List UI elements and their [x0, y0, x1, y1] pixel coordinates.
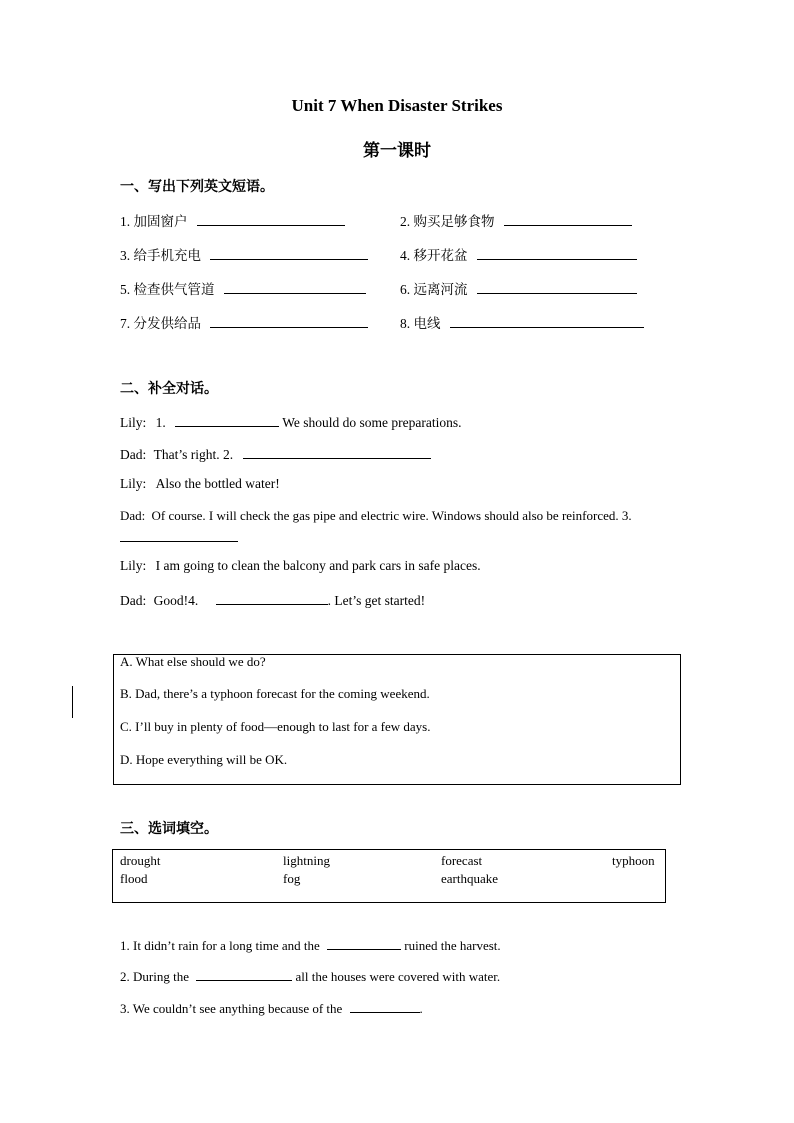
sentence-text: 1. It didn’t rain for a long time and the [120, 938, 320, 953]
speaker: Lily: [120, 558, 147, 573]
answer-blank[interactable] [224, 279, 366, 294]
page-subtitle: 第一课时 [363, 141, 431, 160]
phrase-item [120, 210, 345, 230]
answer-blank[interactable] [350, 998, 420, 1013]
answer-blank[interactable] [175, 412, 279, 427]
dialogue-text: Good!4. [153, 593, 199, 608]
sentence-text: . [419, 1001, 423, 1016]
section1-heading: 一、写出下列英文短语。 [120, 180, 274, 195]
sentence-text: 3. We couldn’t see anything because of the [120, 1001, 343, 1016]
option-item: B. Dad, there’s a typhoon forecast for the coming weekend. [120, 686, 430, 701]
item-text: 分发供给品 [133, 316, 201, 331]
item-number: 7. [120, 316, 131, 331]
answer-blank[interactable] [504, 211, 632, 226]
dialogue-text: We should do some preparations. [282, 415, 462, 430]
item-text: 购买足够食物 [413, 214, 495, 229]
item-text: 加固窗户 [133, 214, 188, 229]
item-text: 检查供气管道 [133, 282, 215, 297]
dialogue-line [120, 508, 632, 524]
phrase-item [400, 312, 644, 332]
item-number: 4. [400, 248, 411, 263]
dialogue-line [120, 558, 481, 574]
phrase-item [120, 278, 366, 298]
phrase-item [120, 312, 368, 332]
word-bank-item: fog [283, 871, 301, 886]
word-bank-item: forecast [441, 853, 483, 868]
answer-blank[interactable] [216, 590, 328, 605]
answer-blank[interactable] [327, 935, 401, 950]
dialogue-text: Also the bottled water! [155, 476, 280, 491]
item-text: 远离河流 [413, 282, 468, 297]
item-number: 8. [400, 316, 411, 331]
answer-blank[interactable] [210, 245, 368, 260]
section3-heading: 三、选词填空。 [120, 822, 218, 837]
answer-blank[interactable] [120, 541, 238, 542]
text-cursor [72, 686, 73, 718]
item-number: 6. [400, 282, 411, 297]
answer-blank[interactable] [450, 313, 644, 328]
speaker: Lily: [120, 415, 147, 430]
fill-sentence [120, 966, 500, 985]
word-bank-item: typhoon [612, 853, 655, 868]
fill-sentence [120, 935, 501, 954]
fill-sentence [120, 998, 423, 1017]
word-bank-item: drought [120, 853, 161, 868]
phrase-item [400, 210, 632, 230]
word-bank [112, 849, 666, 903]
item-number: 3. [120, 248, 131, 263]
speaker: Dad: [120, 508, 146, 523]
option-item: C. I’ll buy in plenty of food—enough to last for a few days. [120, 719, 431, 734]
sentence-text: ruined the harvest. [404, 938, 501, 953]
speaker: Lily: [120, 476, 147, 491]
item-number: 1. [120, 214, 131, 229]
dialogue-text: Of course. I will check the gas pipe and electric wire. Windows should also be reinforced. 3. [151, 508, 632, 523]
answer-blank[interactable] [196, 966, 292, 981]
word-bank-item: flood [120, 871, 148, 886]
sentence-text: all the houses were covered with water. [295, 969, 501, 984]
page-title: Unit 7 When Disaster Strikes [291, 96, 503, 115]
word-bank-item: earthquake [441, 871, 499, 886]
item-text: 给手机充电 [133, 248, 201, 263]
option-item: D. Hope everything will be OK. [120, 752, 288, 767]
option-item: A. What else should we do? [120, 654, 266, 669]
answer-blank[interactable] [477, 245, 637, 260]
phrase-item [400, 244, 637, 264]
sentence-text: 2. During the [120, 969, 189, 984]
phrase-item [120, 244, 368, 264]
dialogue-text: . Let’s get started! [327, 593, 426, 608]
item-text: 移开花盆 [413, 248, 468, 263]
speaker: Dad: [120, 593, 147, 608]
word-bank-item: lightning [283, 853, 330, 868]
answer-blank[interactable] [243, 444, 431, 459]
phrase-item [400, 278, 637, 298]
dialogue-text: I am going to clean the balcony and park cars in safe places. [155, 558, 481, 573]
section2-heading: 二、补全对话。 [120, 382, 218, 397]
item-number: 5. [120, 282, 131, 297]
item-number: 2. [400, 214, 411, 229]
dialogue-line [120, 476, 280, 492]
dialogue-line [120, 412, 462, 431]
dialogue-text: That’s right. 2. [153, 447, 234, 462]
answer-blank[interactable] [197, 211, 345, 226]
answer-blank[interactable] [477, 279, 637, 294]
dialogue-line [120, 444, 431, 463]
item-text: 电线 [413, 316, 441, 331]
answer-blank[interactable] [210, 313, 368, 328]
dialogue-line [120, 590, 425, 609]
speaker: Dad: [120, 447, 147, 462]
dialogue-text: 1. [155, 415, 166, 430]
